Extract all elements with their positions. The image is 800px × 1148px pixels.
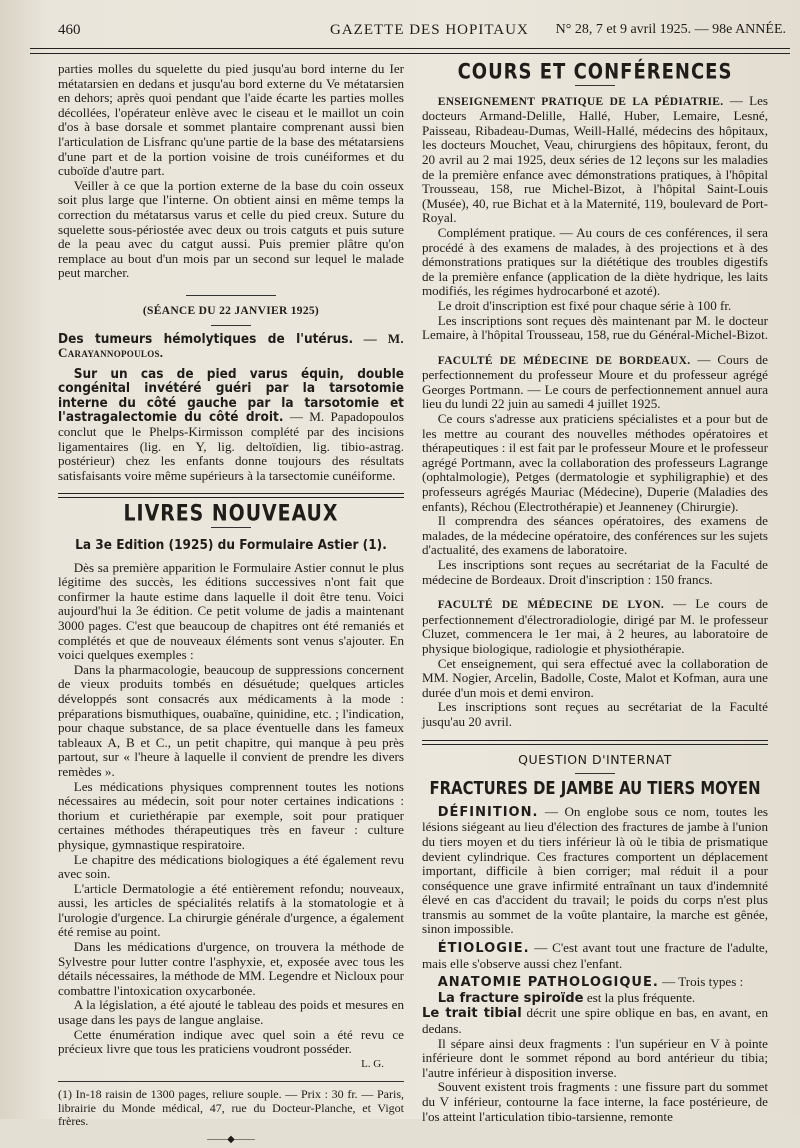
paragraph: Veiller à ce que la portion externe de la base du coin osseux soit plus large que l'interne. On obtient ainsi en même temps la correction du métatarsus varus et celle du pied creux. Suture du squelette sous-périostée avec deux ou trois catguts et puis suture de la peau avec du catgut aussi. Puis premier plâtre qu'on remplace au bout d'un mois par un second sur lequel le malade peut marcher. xyxy=(58,177,404,281)
question-heading: QUESTION D'INTERNAT xyxy=(518,751,672,767)
paragraph: Dans la pharmacologie, beaucoup de suppressions concernent de vieux produits tombés en désuétude; quelques articles développés sont consacrés aux médicaments à la mode : préparations bismuthiques, ouabaïne, quinidine, etc. ; l'indication, pour chaque substance, de sa place éventuelle dans les fameux tableaux A, B et C., un petit chapitre, qui manque à peu près partout, sur « l'heure à laquelle il convient de prendre les divers remèdes ». xyxy=(58,661,404,779)
section-title: LIVRES NOUVEAUX xyxy=(123,500,339,527)
seance-heading: (SÉANCE DU 22 JANVIER 1925) xyxy=(142,304,320,317)
item-lead: ÉTIOLOGIE. xyxy=(437,941,530,957)
paragraph: Les médications physiques comprennent toutes les notions nécessaires au médecin, soit pour noter certaines indications : thorium et curiethérapie par exemple, soit pour pratiquer certaines méthodes thérapeutiques très en faveur : culture physique, gymnastique respiratoire. xyxy=(58,778,404,852)
item-lead: FACULTÉ DE MÉDECINE DE LYON. xyxy=(437,599,665,612)
paragraph: Complément pratique. — Au cours de ces conférences, il sera procédé à des examens de malades, à des projections et à des démonstrations pratiques sur la diététique des troubles digestifs de la première enfance (application de la diète hydrique, les laits modifiés, les régimes hydrocarboné et azoté). xyxy=(422,224,768,299)
divider xyxy=(211,325,251,326)
footnote: (1) In-18 raisin de 1300 pages, reliure souple. — Prix : 30 fr. — Paris, librairie du Monde médical, 47, rue du Docteur-Planche, et Vigot frères. xyxy=(58,1087,404,1129)
article-author: — M. Carayannopoulos. xyxy=(58,330,405,361)
item-lead: ANATOMIE PATHOLOGIQUE. xyxy=(437,975,659,991)
paragraph: Les inscriptions sont reçues au secrétariat de la Faculté de médecine de Bordeaux. Droit d'inscription : 150 francs. xyxy=(422,557,768,587)
header-rule xyxy=(30,48,790,54)
journal-title: GAZETTE DES HOPITAUX xyxy=(330,22,529,38)
paragraph: Ce cours s'adresse aux praticiens spécialistes et a pour but de les mettre au courant des nouvelles méthodes opératoires et thérapeutiques : il est fait par le professeur Moure et le professeur agrégé Portmann, avec la collaboration des professeurs Lagrange (ophtalmologie), Petges (dermatologie et syphiligraphie) et des professeurs agrégés Mauriac (Médecine), Duperie (Maladies des enfants), Réchou (Electrothérapie) et Jeanneney (Chirurgie). xyxy=(422,411,768,514)
ornament-divider: ——◆—— xyxy=(207,1133,255,1145)
item-lead: DÉFINITION. xyxy=(437,804,539,820)
paragraph: Dès sa première apparition le Formulaire Astier connut le plus légitime des succès, les éditions successives n'ont fait que confirmer la haute estime dans laquelle il doit être tenu. Voici aujourd'hui la 3e édition. Ce petit volume de jadis a maintenant 3000 pages. C'est que beaucoup de chapitres ont été remaniés et complétés et que de nouveaux éléments sont venus s'ajouter. En voici quelques exemples : xyxy=(58,559,404,663)
divider xyxy=(575,773,615,774)
item-text: — C'est avant tout une fracture de l'adulte, mais elle s'observe aussi chez l'enfant. xyxy=(422,940,768,971)
right-column xyxy=(422,58,768,1124)
item-text: décrit une spire oblique en bas, en avant, en dedans. xyxy=(422,1005,768,1037)
paragraph: Cet enseignement, qui sera effectué avec la collaboration de MM. Nogier, Arcelin, Badolle, Coste, Malot et Kofman, aura une durée d'un mois et demi environ. xyxy=(422,655,768,700)
item-lead: FACULTÉ DE MÉDECINE DE BORDEAUX. xyxy=(437,354,691,367)
item-text: est la plus fréquente. xyxy=(586,989,696,1005)
paragraph: A la législation, a été ajouté le tableau des poids et mesures en usage dans les pays de langue anglaise. xyxy=(58,997,404,1028)
article-text: — M. Papadopoulos conclut que le Phelps-Kirmisson complété par des incisions ligamentaires (lig. en Y, lig. deltoïdien, lig. tibio-astrag. postérieur) chez les enfants donne toujours des résultats satisfaisants voire même supérieurs à la tarsectomie cunéiforme. xyxy=(58,409,404,483)
paragraph: Cette énumération indique avec quel soin a été revu ce précieux livre que tous les praticiens voudront posséder. xyxy=(58,1026,404,1057)
paragraph: Le chapitre des médications biologiques a été également revu avec soin. xyxy=(58,851,404,882)
signature: L. G. xyxy=(361,1057,384,1070)
section-rule xyxy=(422,740,768,745)
item-text: — Le cours de perfectionnement d'électroradiologie, dirigé par M. le professeur Cluzet, commencera le 1er mai, à 2 heures, au laboratoire de physique biologique, radiologie et physiothérapie. xyxy=(422,596,768,656)
divider xyxy=(575,85,615,86)
divider xyxy=(186,295,276,296)
paragraph: Les inscriptions sont reçues au secrétariat de la Faculté jusqu'au 20 avril. xyxy=(422,699,768,729)
book-title: La 3e Edition (1925) du Formulaire Astier (1). xyxy=(75,537,387,554)
paragraph: Souvent existent trois fragments : une fissure part du sommet du V inférieur, contourne la face interne, la face postérieure, de l'os atteint l'articulation tibio-tarsienne, remonte xyxy=(422,1079,768,1124)
article-title: Sur un cas de pied varus équin, double congénital invétéré guéri par la tarsotomie interne du côté gauche par la tarsotomie et l'astragalectomie du côté droit. xyxy=(58,365,404,426)
divider xyxy=(211,527,251,528)
running-header xyxy=(30,22,786,46)
paragraph: Les inscriptions sont reçues dès maintenant par M. le docteur Lemaire, à l'hôpital Trousseau, 158, rue du Général-Michel-Bizot. xyxy=(422,312,768,343)
paragraph: parties molles du squelette du pied jusqu'au bord interne du Ier métatarsien en dedans et jusqu'au bord externe du Ve métatarsien en dehors; après quoi pendant que l'aide écarte les parties molles décollées, l'opérateur enlève avec le ciseau et le maillot un coin d'os à base dorsale et sommet plantaire comprenant aussi bien l'articulation de Lisfranc qu'une partie de la base des métatarsiens d'une part et de la portion voisine de trois cunéiformes et du cuboïde d'autre part. xyxy=(58,61,404,179)
section-title: COURS ET CONFÉRENCES xyxy=(457,58,733,84)
paragraph: Dans les médications d'urgence, on trouvera la méthode de Sylvestre pour lutter contre l'asphyxie, et, exposée avec tous les détails nécessaires, la méthode de MM. Legendre et Nicloux pour combattre l'intoxication oxycarbonée. xyxy=(58,939,404,998)
item-lead: ENSEIGNEMENT PRATIQUE DE LA PÉDIATRIE. xyxy=(437,95,724,108)
article-title: Des tumeurs hémolytiques de l'utérus. xyxy=(58,330,354,347)
item-text: — Les docteurs Armand-Delille, Hallé, Huber, Lemaire, Lesné, Paisseau, Ribadeau-Dumas, Weill-Hallé, médecins des hôpitaux, les docteurs Mouchet, Veau, chirurgiens des hôpitaux, feront, du 20 avril au 2 mai 1925, deux séries de 12 leçons sur les maladies de la première enfance avec démonstrations pratiques, à l'hôpital Trousseau, 158, rue Michel-Bizot, à l'hôpital Saint-Louis (Musée), 40, rue Bichat et à la Maternité, 119, boulevard de Port-Royal. xyxy=(422,92,768,226)
question-title: FRACTURES DE JAMBE AU TIERS MOYEN xyxy=(429,778,761,799)
left-column xyxy=(58,62,404,1148)
item-text: — Cours de perfectionnement du professeur Moure et du professeur agrégé Georges Portmann. — Le cours de perfectionnement annuel aura lieu du lundi 22 juin au samedi 4 juillet 1925. xyxy=(422,351,768,412)
footnote-rule xyxy=(58,1081,404,1082)
page-number: 460 xyxy=(58,22,81,38)
paragraph: Il sépare ainsi deux fragments : l'un supérieur en V à pointe inférieure dont le sommet répond au bord antérieur du tibia; l'autre inférieur à disposition inverse. xyxy=(422,1035,768,1080)
item-lead: Le trait tibial xyxy=(422,1006,522,1022)
paragraph: Le droit d'inscription est fixé pour chaque série à 100 fr. xyxy=(437,297,732,313)
section-rule xyxy=(58,493,404,498)
paragraph: Il comprendra des séances opératoires, des examens de malades, de la médecine opératoire, des conférences sur les sujets d'actualité, des examens de laboratoire. xyxy=(422,513,768,558)
item-text: — On englobe sous ce nom, toutes les lésions siégeant au lieu d'élection des fractures de jambe à l'union du tiers moyen et du tiers inférieur là où le tibia de prismatique devient cylindrique. Ces fractures comportent un déplacement important, difficile à bien corriger; mal réduit il a pour conséquence une grave infirmité entraînant un taux d'indemnité élevé en cas d'accident du travail; le poids du corps n'est plus transmis au sommet de la voûte plantaire, la marche est gênée, sinon impossible. xyxy=(422,803,768,937)
item-text: — Trois types : xyxy=(662,974,744,990)
paragraph: L'article Dermatologie a été entièrement refondu; nouveaux, aussi, les articles de spécialités relatifs à la stomatologie et à l'urologie d'urgence. La chirurgie générale d'urgence, a également été remise au point. xyxy=(58,880,404,940)
item-lead: La fracture spiroïde xyxy=(437,990,584,1006)
issue-info: N° 28, 7 et 9 avril 1925. — 98e ANNÉE. xyxy=(555,22,786,37)
